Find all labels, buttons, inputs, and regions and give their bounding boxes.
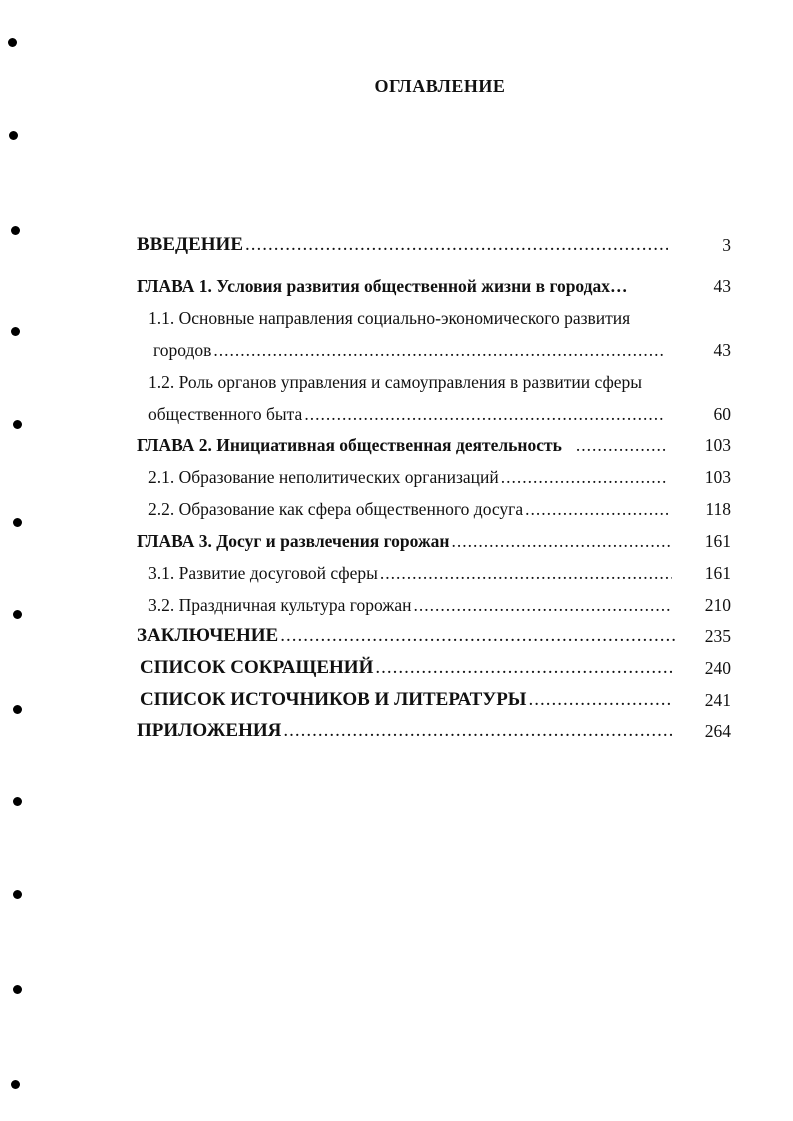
toc-entry-label: ВВЕДЕНИЕ <box>137 234 243 255</box>
toc-entry-label: ПРИЛОЖЕНИЯ <box>137 720 282 741</box>
toc-page-number: 103 <box>704 435 731 455</box>
dot-leader <box>375 657 672 679</box>
dot-leader <box>280 625 676 647</box>
toc-page-number: 235 <box>704 626 731 646</box>
toc-page-number: 118 <box>705 499 731 519</box>
toc-entry-chapter-3[interactable] <box>137 530 675 552</box>
toc-page-number: 161 <box>704 563 731 583</box>
toc-entry-label: ГЛАВА 1. Условия развития общественной жизни в городах… <box>137 276 628 296</box>
toc-entry-sources[interactable] <box>140 689 675 711</box>
toc-page-number: 3 <box>722 235 731 255</box>
toc-page-number: 43 <box>713 340 731 360</box>
dot-leader <box>283 720 672 742</box>
toc-entry-section-2-2[interactable] <box>148 498 671 520</box>
toc-entry-label: 3.1. Развитие досуговой сферы <box>148 563 378 583</box>
binder-hole-mark <box>13 705 22 714</box>
binder-hole-mark <box>8 38 17 47</box>
toc-entry-section-2-1[interactable] <box>148 466 671 488</box>
dot-leader <box>576 434 668 456</box>
toc-entry-section-1-2-line1[interactable]: 1.2. Роль органов управления и самоуправления в развитии сферы <box>148 372 643 392</box>
toc-entry-label: 2.2. Образование как сфера общественного досуга <box>148 499 524 519</box>
binder-hole-mark <box>13 797 22 806</box>
dot-leader <box>414 594 673 616</box>
toc-page-number: 103 <box>704 467 731 487</box>
toc-entry-label: ГЛАВА 2. Инициативная общественная деятельность <box>137 435 562 455</box>
toc-page-number: 161 <box>704 531 731 551</box>
toc-entry-label: ГЛАВА 3. Досуг и развлечения горожан <box>137 531 450 551</box>
toc-page-number: 264 <box>704 721 731 741</box>
toc-entry-label: ЗАКЛЮЧЕНИЕ <box>137 625 279 646</box>
toc-entry-section-3-2[interactable] <box>148 594 675 616</box>
binder-hole-mark <box>9 131 18 140</box>
binder-hole-mark <box>13 518 22 527</box>
dot-leader <box>304 403 663 425</box>
binder-hole-mark <box>11 327 20 336</box>
dot-leader <box>245 234 668 256</box>
toc-entry-label: СПИСОК ИСТОЧНИКОВ И ЛИТЕРАТУРЫ <box>140 689 527 710</box>
toc-entry-chapter-2[interactable] <box>137 434 671 456</box>
dot-leader <box>525 498 668 520</box>
toc-page-number: 241 <box>704 690 731 710</box>
dot-leader <box>380 562 672 584</box>
toc-entry-abbreviations[interactable] <box>140 657 675 679</box>
dot-leader <box>213 339 663 361</box>
binder-hole-mark <box>13 420 22 429</box>
dot-leader <box>501 466 668 488</box>
binder-hole-mark <box>13 610 22 619</box>
toc-entry-intro[interactable] <box>137 234 671 256</box>
binder-hole-mark <box>11 1080 20 1089</box>
toc-page-number: 210 <box>704 595 731 615</box>
toc-entry-label: 3.2. Праздничная культура горожан <box>148 595 412 615</box>
toc-entry-section-1-2[interactable] <box>148 403 666 425</box>
toc-page-number: 43 <box>713 276 731 296</box>
binder-hole-mark <box>13 890 22 899</box>
binder-hole-mark <box>11 226 20 235</box>
binder-hole-mark <box>13 985 22 994</box>
toc-page-number: 240 <box>704 658 731 678</box>
toc-entry-conclusion[interactable] <box>137 625 679 647</box>
toc-entry-section-1-1[interactable] <box>153 339 666 361</box>
toc-entry-label: СПИСОК СОКРАЩЕНИЙ <box>140 657 374 678</box>
toc-entry-section-1-1-line1[interactable]: 1.1. Основные направления социально-экономического развития <box>148 308 631 328</box>
page-title: ОГЛАВЛЕНИЕ <box>374 76 506 96</box>
toc-entry-label: городов <box>153 340 212 360</box>
toc-entry-label: общественного быта <box>148 404 303 424</box>
dot-leader <box>451 530 672 552</box>
toc-entry-label: 2.1. Образование неполитических организаций <box>148 467 499 487</box>
toc-page-number: 60 <box>713 404 731 424</box>
toc-entry-chapter-1[interactable] <box>137 275 628 297</box>
dot-leader <box>528 689 672 711</box>
toc-entry-appendices[interactable] <box>137 720 675 742</box>
toc-entry-section-3-1[interactable] <box>148 562 675 584</box>
